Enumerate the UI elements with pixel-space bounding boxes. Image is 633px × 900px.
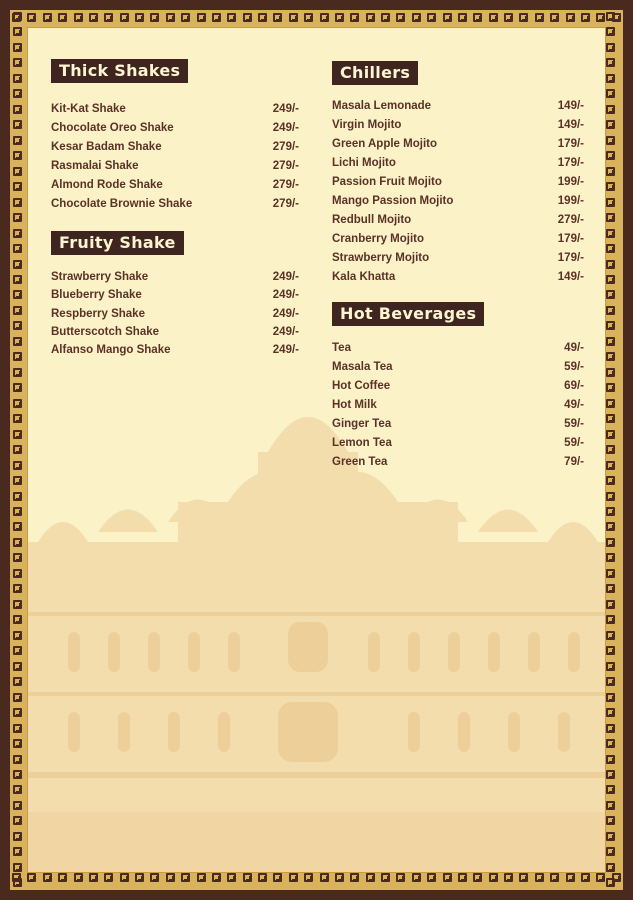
greek-key-ornament: [13, 507, 22, 516]
greek-key-ornament: [535, 873, 544, 882]
greek-key-border-right: [606, 12, 620, 888]
greek-key-ornament: [89, 873, 98, 882]
greek-key-ornament: [381, 13, 390, 22]
menu-item-price: 249/-: [272, 271, 299, 283]
greek-key-ornament: [606, 198, 615, 207]
greek-key-ornament: [13, 724, 22, 733]
greek-key-ornament: [212, 13, 221, 22]
menu-item-name: Ginger Tea: [332, 418, 392, 430]
menu-item-name: Tea: [332, 342, 351, 354]
greek-key-ornament: [606, 600, 615, 609]
menu-item-name: Strawberry Mojito: [332, 252, 430, 264]
greek-key-ornament: [396, 13, 405, 22]
greek-key-ornament: [74, 873, 83, 882]
greek-key-ornament: [606, 337, 615, 346]
greek-key-ornament: [13, 615, 22, 624]
greek-key-ornament: [581, 13, 590, 22]
greek-key-ornament: [13, 275, 22, 284]
greek-key-ornament: [606, 755, 615, 764]
menu-item-name: Hot Milk: [332, 399, 377, 411]
greek-key-ornament: [350, 13, 359, 22]
greek-key-ornament: [443, 873, 452, 882]
menu-item: [51, 121, 299, 135]
greek-key-ornament: [13, 785, 22, 794]
greek-key-ornament: [212, 873, 221, 882]
greek-key-ornament: [27, 873, 36, 882]
section-title-hot-beverages: Hot Beverages: [332, 302, 484, 326]
menu-item-name: Hot Coffee: [332, 380, 391, 392]
greek-key-ornament: [13, 739, 22, 748]
greek-key-ornament: [606, 430, 615, 439]
greek-key-ornament: [243, 13, 252, 22]
menu-item: [51, 288, 299, 302]
menu-item-price: 279/-: [557, 214, 584, 226]
greek-key-ornament: [13, 120, 22, 129]
greek-key-ornament: [13, 74, 22, 83]
menu-item-price: 59/-: [564, 437, 584, 449]
greek-key-ornament: [13, 337, 22, 346]
menu-item-price: 249/-: [272, 307, 299, 320]
greek-key-ornament: [13, 89, 22, 98]
menu-item: [51, 102, 299, 116]
greek-key-ornament: [606, 708, 615, 717]
greek-key-ornament: [606, 724, 615, 733]
greek-key-ornament: [458, 873, 467, 882]
greek-key-ornament: [606, 476, 615, 485]
greek-key-ornament: [74, 13, 83, 22]
menu-item-price: 279/-: [272, 160, 299, 172]
menu-item-name: Redbull Mojito: [332, 214, 412, 226]
greek-key-ornament: [606, 213, 615, 222]
greek-key-ornament: [606, 538, 615, 547]
menu-item-name: Blueberry Shake: [51, 289, 142, 302]
greek-key-ornament: [606, 553, 615, 562]
greek-key-ornament: [606, 770, 615, 779]
menu-item-name: Lichi Mojito: [332, 157, 396, 169]
greek-key-ornament: [427, 13, 436, 22]
greek-key-ornament: [606, 878, 615, 887]
greek-key-ornament: [504, 13, 513, 22]
greek-key-ornament: [606, 167, 615, 176]
greek-key-ornament: [273, 873, 282, 882]
menu-item-price: 249/-: [272, 122, 299, 134]
menu-item-price: 59/-: [564, 418, 584, 430]
greek-key-border-top: [12, 13, 621, 27]
greek-key-ornament: [473, 13, 482, 22]
menu-item-name: Green Apple Mojito: [332, 138, 437, 150]
greek-key-ornament: [304, 873, 313, 882]
menu-item: [51, 325, 299, 339]
greek-key-ornament: [606, 12, 615, 21]
greek-key-ornament: [13, 43, 22, 52]
menu-item-name: Masala Lemonade: [332, 100, 432, 112]
greek-key-ornament: [43, 13, 52, 22]
menu-item-name: Chocolate Brownie Shake: [51, 198, 193, 210]
menu-item-name: Virgin Mojito: [332, 119, 402, 131]
greek-key-ornament: [13, 708, 22, 717]
greek-key-ornament: [535, 13, 544, 22]
greek-key-ornament: [606, 507, 615, 516]
greek-key-ornament: [13, 229, 22, 238]
menu-item-price: 199/-: [557, 176, 584, 188]
menu-item: [332, 175, 584, 189]
menu-item: [332, 417, 584, 431]
greek-key-ornament: [120, 13, 129, 22]
greek-key-ornament: [366, 13, 375, 22]
menu-item-name: Butterscotch Shake: [51, 325, 160, 338]
greek-key-ornament: [13, 847, 22, 856]
greek-key-ornament: [606, 182, 615, 191]
greek-key-ornament: [13, 399, 22, 408]
greek-key-ornament: [58, 13, 67, 22]
greek-key-ornament: [427, 873, 436, 882]
greek-key-ornament: [166, 873, 175, 882]
menu-item: [51, 159, 299, 173]
greek-key-ornament: [320, 873, 329, 882]
greek-key-ornament: [320, 13, 329, 22]
greek-key-ornament: [13, 27, 22, 36]
greek-key-ornament: [289, 873, 298, 882]
greek-key-ornament: [13, 167, 22, 176]
greek-key-ornament: [606, 306, 615, 315]
greek-key-ornament: [13, 878, 22, 887]
menu-item: [332, 455, 584, 469]
menu-item: [332, 156, 584, 170]
menu-item-name: Kit-Kat Shake: [51, 103, 126, 115]
greek-key-ornament: [473, 873, 482, 882]
menu-item-price: 279/-: [272, 179, 299, 191]
greek-key-ornament: [13, 584, 22, 593]
greek-key-ornament: [596, 873, 605, 882]
greek-key-ornament: [273, 13, 282, 22]
section-title-thick-shakes: Thick Shakes: [51, 59, 188, 83]
menu-item-name: Green Tea: [332, 456, 388, 468]
menu-item: [332, 341, 584, 355]
greek-key-ornament: [27, 13, 36, 22]
menu-item: [332, 213, 584, 227]
greek-key-ornament: [606, 863, 615, 872]
greek-key-ornament: [606, 260, 615, 269]
menu-content: [27, 27, 606, 873]
greek-key-ornament: [606, 631, 615, 640]
greek-key-ornament: [13, 306, 22, 315]
greek-key-ornament: [227, 873, 236, 882]
greek-key-ornament: [489, 873, 498, 882]
greek-key-ornament: [13, 492, 22, 501]
greek-key-ornament: [150, 13, 159, 22]
greek-key-ornament: [13, 770, 22, 779]
greek-key-ornament: [13, 151, 22, 160]
menu-item-price: 179/-: [557, 252, 584, 264]
greek-key-ornament: [606, 244, 615, 253]
menu-item-name: Passion Fruit Mojito: [332, 176, 442, 188]
greek-key-ornament: [606, 584, 615, 593]
greek-key-ornament: [150, 873, 159, 882]
greek-key-ornament: [13, 213, 22, 222]
greek-key-ornament: [566, 13, 575, 22]
menu-item-name: Strawberry Shake: [51, 271, 149, 283]
menu-item-price: 199/-: [557, 195, 584, 207]
menu-item: [332, 99, 584, 113]
greek-key-ornament: [581, 873, 590, 882]
greek-key-ornament: [258, 873, 267, 882]
menu-item-price: 249/-: [272, 289, 299, 302]
greek-key-ornament: [13, 863, 22, 872]
greek-key-ornament: [550, 873, 559, 882]
greek-key-ornament: [13, 290, 22, 299]
greek-key-ornament: [606, 58, 615, 67]
greek-key-ornament: [606, 368, 615, 377]
section-title-chillers: Chillers: [332, 61, 418, 85]
greek-key-ornament: [606, 801, 615, 810]
greek-key-ornament: [13, 476, 22, 485]
greek-key-ornament: [181, 13, 190, 22]
menu-item-price: 149/-: [557, 271, 584, 283]
greek-key-ornament: [227, 13, 236, 22]
menu-item: [332, 118, 584, 132]
greek-key-ornament: [13, 461, 22, 470]
greek-key-ornament: [606, 414, 615, 423]
greek-key-ornament: [104, 13, 113, 22]
greek-key-ornament: [13, 553, 22, 562]
greek-key-ornament: [606, 352, 615, 361]
greek-key-ornament: [13, 198, 22, 207]
greek-key-ornament: [606, 74, 615, 83]
greek-key-border-left: [13, 12, 27, 888]
greek-key-ornament: [58, 873, 67, 882]
menu-item-name: Mango Passion Mojito: [332, 195, 454, 207]
greek-key-ornament: [606, 89, 615, 98]
menu-item: [51, 270, 299, 284]
greek-key-ornament: [606, 816, 615, 825]
menu-item: [332, 398, 584, 412]
greek-key-ornament: [381, 873, 390, 882]
greek-key-ornament: [135, 13, 144, 22]
menu-item: [51, 197, 299, 211]
greek-key-ornament: [350, 873, 359, 882]
menu-item-name: Kesar Badam Shake: [51, 141, 162, 153]
menu-item-price: 249/-: [272, 103, 299, 115]
menu-item-name: Almond Rode Shake: [51, 179, 163, 191]
greek-key-ornament: [13, 677, 22, 686]
menu-item-price: 149/-: [557, 100, 584, 112]
greek-key-ornament: [606, 492, 615, 501]
greek-key-ornament: [13, 445, 22, 454]
greek-key-ornament: [335, 13, 344, 22]
greek-key-ornament: [304, 13, 313, 22]
greek-key-ornament: [13, 136, 22, 145]
menu-item-price: 179/-: [557, 138, 584, 150]
menu-item-name: Rasmalai Shake: [51, 160, 139, 172]
greek-key-ornament: [13, 662, 22, 671]
greek-key-ornament: [197, 13, 206, 22]
greek-key-ornament: [606, 383, 615, 392]
menu-item-name: Respberry Shake: [51, 307, 145, 320]
greek-key-ornament: [396, 873, 405, 882]
greek-key-ornament: [13, 522, 22, 531]
greek-key-ornament: [458, 13, 467, 22]
greek-key-ornament: [519, 873, 528, 882]
greek-key-ornament: [596, 13, 605, 22]
menu-item: [51, 178, 299, 192]
greek-key-ornament: [606, 739, 615, 748]
menu-item: [51, 140, 299, 154]
greek-key-ornament: [519, 13, 528, 22]
greek-key-ornament: [606, 445, 615, 454]
greek-key-ornament: [13, 368, 22, 377]
menu-item: [332, 251, 584, 265]
greek-key-ornament: [606, 151, 615, 160]
menu-item-name: Cranberry Mojito: [332, 233, 425, 245]
greek-key-ornament: [120, 873, 129, 882]
menu-item: [51, 307, 299, 321]
greek-key-ornament: [13, 538, 22, 547]
greek-key-ornament: [289, 13, 298, 22]
menu-item-name: Chocolate Oreo Shake: [51, 122, 174, 134]
greek-key-ornament: [13, 646, 22, 655]
greek-key-ornament: [366, 873, 375, 882]
greek-key-ornament: [13, 430, 22, 439]
menu-item: [332, 270, 584, 284]
menu-item: [332, 360, 584, 374]
greek-key-ornament: [412, 873, 421, 882]
menu-item-price: 49/-: [564, 399, 584, 411]
menu-item-price: 279/-: [272, 141, 299, 153]
greek-key-ornament: [606, 27, 615, 36]
greek-key-ornament: [13, 58, 22, 67]
greek-key-ornament: [166, 13, 175, 22]
greek-key-ornament: [443, 13, 452, 22]
greek-key-ornament: [13, 631, 22, 640]
greek-key-ornament: [606, 120, 615, 129]
greek-key-ornament: [606, 43, 615, 52]
greek-key-border-bottom: [12, 873, 621, 887]
greek-key-ornament: [181, 873, 190, 882]
menu-item-price: 179/-: [557, 157, 584, 169]
menu-item-price: 279/-: [272, 198, 299, 210]
greek-key-ornament: [258, 13, 267, 22]
menu-item: [332, 137, 584, 151]
menu-item-price: 59/-: [564, 361, 584, 373]
greek-key-ornament: [606, 615, 615, 624]
greek-key-ornament: [606, 461, 615, 470]
greek-key-ornament: [606, 569, 615, 578]
greek-key-ornament: [489, 13, 498, 22]
greek-key-ornament: [606, 677, 615, 686]
greek-key-ornament: [13, 816, 22, 825]
greek-key-ornament: [606, 136, 615, 145]
greek-key-ornament: [13, 260, 22, 269]
menu-item-name: Lemon Tea: [332, 437, 392, 449]
menu-item-price: 79/-: [564, 456, 584, 468]
menu-item-price: 249/-: [272, 325, 299, 338]
menu-item-name: Alfanso Mango Shake: [51, 344, 171, 357]
greek-key-ornament: [89, 13, 98, 22]
menu-item: [51, 343, 299, 357]
menu-item-price: 249/-: [272, 344, 299, 357]
greek-key-ornament: [606, 290, 615, 299]
greek-key-ornament: [606, 785, 615, 794]
greek-key-ornament: [335, 873, 344, 882]
greek-key-ornament: [412, 13, 421, 22]
menu-item-price: 149/-: [557, 119, 584, 131]
greek-key-ornament: [13, 569, 22, 578]
menu-item: [332, 436, 584, 450]
greek-key-ornament: [606, 662, 615, 671]
greek-key-ornament: [606, 646, 615, 655]
menu-item: [332, 232, 584, 246]
greek-key-ornament: [13, 244, 22, 253]
section-title-fruity-shake: Fruity Shake: [51, 231, 184, 255]
greek-key-ornament: [606, 321, 615, 330]
menu-item-price: 179/-: [557, 233, 584, 245]
menu-item-name: Kala Khatta: [332, 271, 396, 283]
greek-key-ornament: [13, 352, 22, 361]
greek-key-ornament: [566, 873, 575, 882]
menu-item-price: 49/-: [564, 342, 584, 354]
greek-key-ornament: [104, 873, 113, 882]
greek-key-ornament: [243, 873, 252, 882]
greek-key-ornament: [13, 832, 22, 841]
greek-key-ornament: [13, 105, 22, 114]
greek-key-ornament: [197, 873, 206, 882]
greek-key-ornament: [606, 105, 615, 114]
greek-key-ornament: [13, 693, 22, 702]
greek-key-ornament: [606, 832, 615, 841]
greek-key-ornament: [606, 522, 615, 531]
greek-key-ornament: [606, 693, 615, 702]
greek-key-ornament: [43, 873, 52, 882]
greek-key-ornament: [13, 321, 22, 330]
menu-item-name: Masala Tea: [332, 361, 393, 373]
greek-key-ornament: [606, 229, 615, 238]
greek-key-ornament: [606, 847, 615, 856]
greek-key-ornament: [135, 873, 144, 882]
greek-key-ornament: [13, 414, 22, 423]
greek-key-ornament: [13, 383, 22, 392]
greek-key-ornament: [13, 600, 22, 609]
menu-item: [332, 194, 584, 208]
menu-item: [332, 379, 584, 393]
greek-key-ornament: [606, 275, 615, 284]
greek-key-ornament: [13, 182, 22, 191]
greek-key-ornament: [504, 873, 513, 882]
greek-key-ornament: [13, 801, 22, 810]
greek-key-ornament: [13, 755, 22, 764]
greek-key-ornament: [550, 13, 559, 22]
greek-key-ornament: [13, 12, 22, 21]
menu-item-price: 69/-: [564, 380, 584, 392]
greek-key-ornament: [606, 399, 615, 408]
